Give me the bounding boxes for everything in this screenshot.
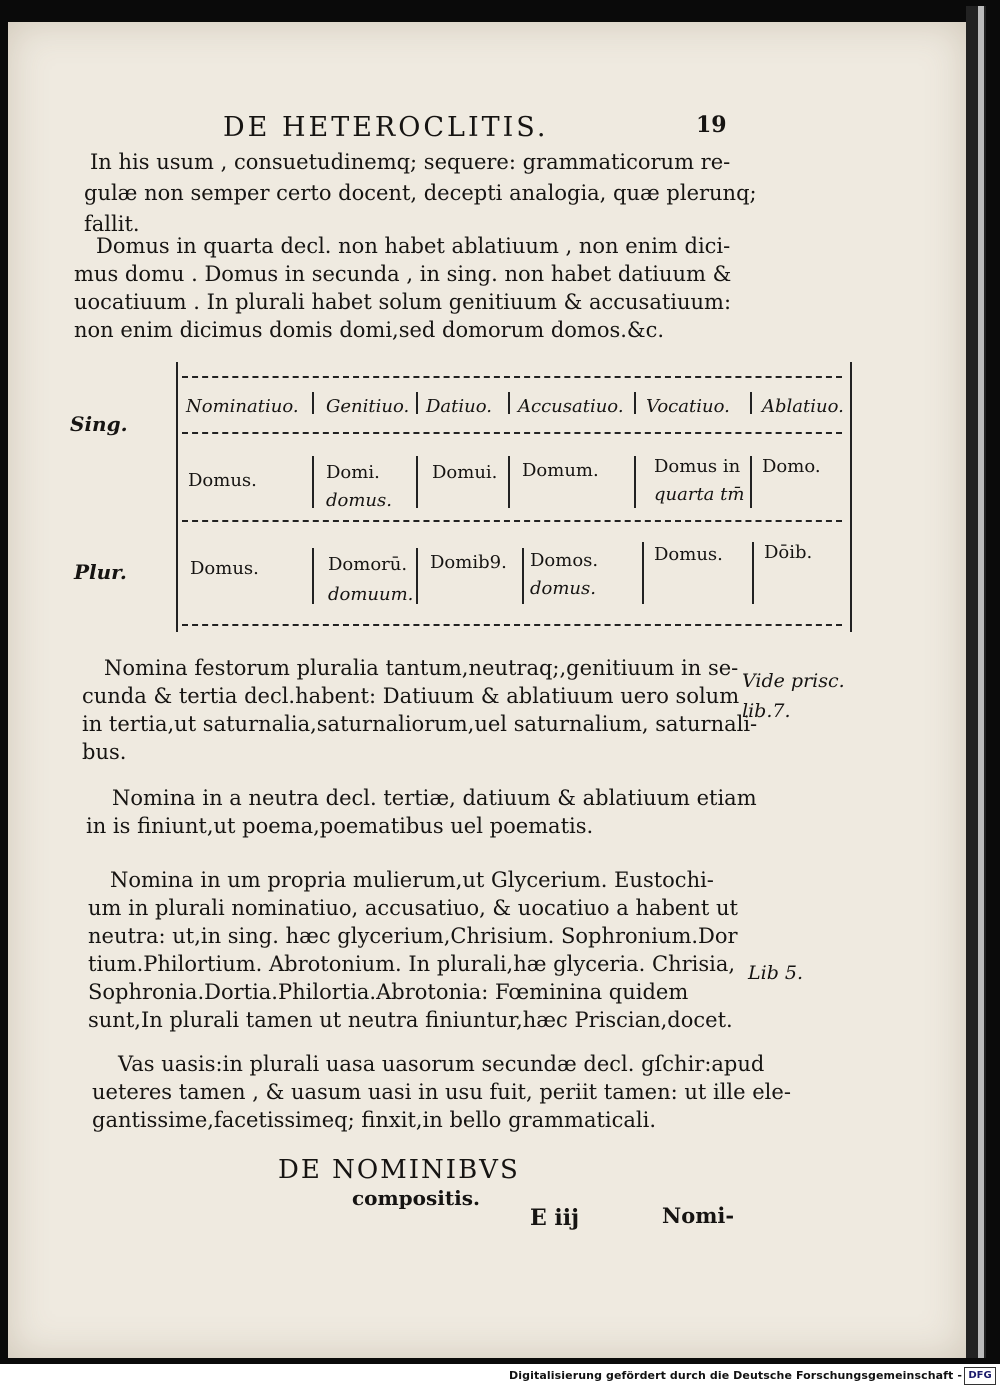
sing-abl: Domo. xyxy=(762,456,821,477)
para5-line3: neutra: ut,in sing. hæc glycerium,Chrisium. Sophronium.Dor xyxy=(88,924,738,948)
plur-acc-1: Domos. xyxy=(530,550,599,571)
footer-bar xyxy=(0,1364,1000,1389)
para2-line4: non enim dicimus domis domi,sed domorum domos.&c. xyxy=(74,318,665,342)
margin-note-2: Lib 5. xyxy=(748,962,804,984)
para3-line3: in tertia,ut saturnalia,saturnaliorum,uel saturnalium, saturnali- xyxy=(82,712,758,736)
para5-line4: tium.Philortium. Abrotonium. In plurali,hæ glyceria. Chrisia, xyxy=(88,952,736,976)
page-number: 19 xyxy=(696,112,727,138)
para5-line6: sunt,In plurali tamen ut neutra finiuntur,hæc Priscian,docet. xyxy=(88,1008,733,1032)
margin-note-1a: Vide prisc. xyxy=(742,670,845,692)
book-edge-highlight xyxy=(978,6,984,1358)
para5-line1: Nomina in um propria mulierum,ut Glycerium. Eustochi- xyxy=(110,868,714,892)
para3-line1: Nomina festorum pluralia tantum,neutraq;,genitiuum in se- xyxy=(104,656,739,680)
catchword: Nomi- xyxy=(662,1203,735,1228)
header-vocatiuo: Vocatiuo. xyxy=(646,396,730,417)
running-header: DE HETEROCLITIS. xyxy=(223,112,549,143)
para4-line1: Nomina in a neutra decl. tertiæ, datiuum & ablatiuum etiam xyxy=(112,786,757,810)
plur-gen-1: Domorū. xyxy=(328,554,408,575)
para5-line5: Sophronia.Dortia.Philortia.Abrotonia: Fœminina quidem xyxy=(88,980,689,1004)
para6-line3: gantissime,facetissimeq; finxit,in bello grammaticali. xyxy=(92,1108,657,1132)
plur-dat: Domib9. xyxy=(430,552,507,573)
plur-gen-2: domuum. xyxy=(328,584,414,605)
para5-line2: um in plurali nominatiuo, accusatiuo, & uocatiuo a habent ut xyxy=(88,896,738,920)
para2-line1: Domus in quarta decl. non habet ablatiuum , non enim dici- xyxy=(96,234,731,258)
row-label-plur: Plur. xyxy=(74,560,127,584)
digitization-credit: Digitalisierung gefördert durch die Deutsche Forschungsgemeinschaft - xyxy=(509,1369,962,1382)
plur-nom: Domus. xyxy=(190,558,259,579)
sing-voc-2: quarta tm̄ xyxy=(654,484,745,505)
section-subtitle: compositis. xyxy=(352,1186,480,1210)
sing-gen-1: Domi. xyxy=(326,462,380,483)
plur-abl: Dōib. xyxy=(764,542,813,563)
sing-dat: Domui. xyxy=(432,462,498,483)
para4-line2: in is finiunt,ut poema,poematibus uel poematis. xyxy=(86,814,594,838)
margin-note-1b: lib.7. xyxy=(742,700,791,722)
header-ablatiuo: Ablatiuo. xyxy=(762,396,844,417)
sing-acc: Domum. xyxy=(522,460,599,481)
plur-voc: Domus. xyxy=(654,544,723,565)
para2-line2: mus domu . Domus in secunda , in sing. non habet datiuum & xyxy=(74,262,732,286)
para2-line3: uocatiuum . In plurali habet solum genitiuum & accusatiuum: xyxy=(74,290,732,314)
header-accusatiuo: Accusatiuo. xyxy=(518,396,624,417)
section-title: DE NOMINIBVS xyxy=(278,1155,520,1185)
sing-gen-2: domus. xyxy=(326,490,392,511)
para1-line3: fallit. xyxy=(84,212,140,236)
sing-voc-1: Domus in xyxy=(654,456,741,477)
para6-line2: ueteres tamen , & uasum uasi in usu fuit, periit tamen: ut ille ele- xyxy=(92,1080,791,1104)
header-nominatiuo: Nominatiuo. xyxy=(186,396,299,417)
para1-line1: In his usum , consuetudinemq; sequere: grammaticorum re- xyxy=(90,150,731,174)
header-datiuo: Datiuo. xyxy=(426,396,492,417)
para3-line4: bus. xyxy=(82,740,127,764)
declension-table xyxy=(170,362,870,642)
row-label-sing: Sing. xyxy=(70,412,128,436)
plur-acc-2: domus. xyxy=(530,578,596,599)
para3-line2: cunda & tertia decl.habent: Datiuum & ablatiuum uero solum xyxy=(82,684,740,708)
para1-line2: gulæ non semper certo docent, decepti analogia, quæ plerunq; xyxy=(84,181,757,205)
sing-nom: Domus. xyxy=(188,470,257,491)
book-page xyxy=(8,22,966,1358)
header-genitiuo: Genitiuo. xyxy=(326,396,410,417)
para6-line1: Vas uasis:in plurali uasa uasorum secundæ decl. gſchir:apud xyxy=(118,1052,765,1076)
signature-mark: E iij xyxy=(530,1205,580,1231)
dfg-logo: DFG xyxy=(964,1367,996,1385)
